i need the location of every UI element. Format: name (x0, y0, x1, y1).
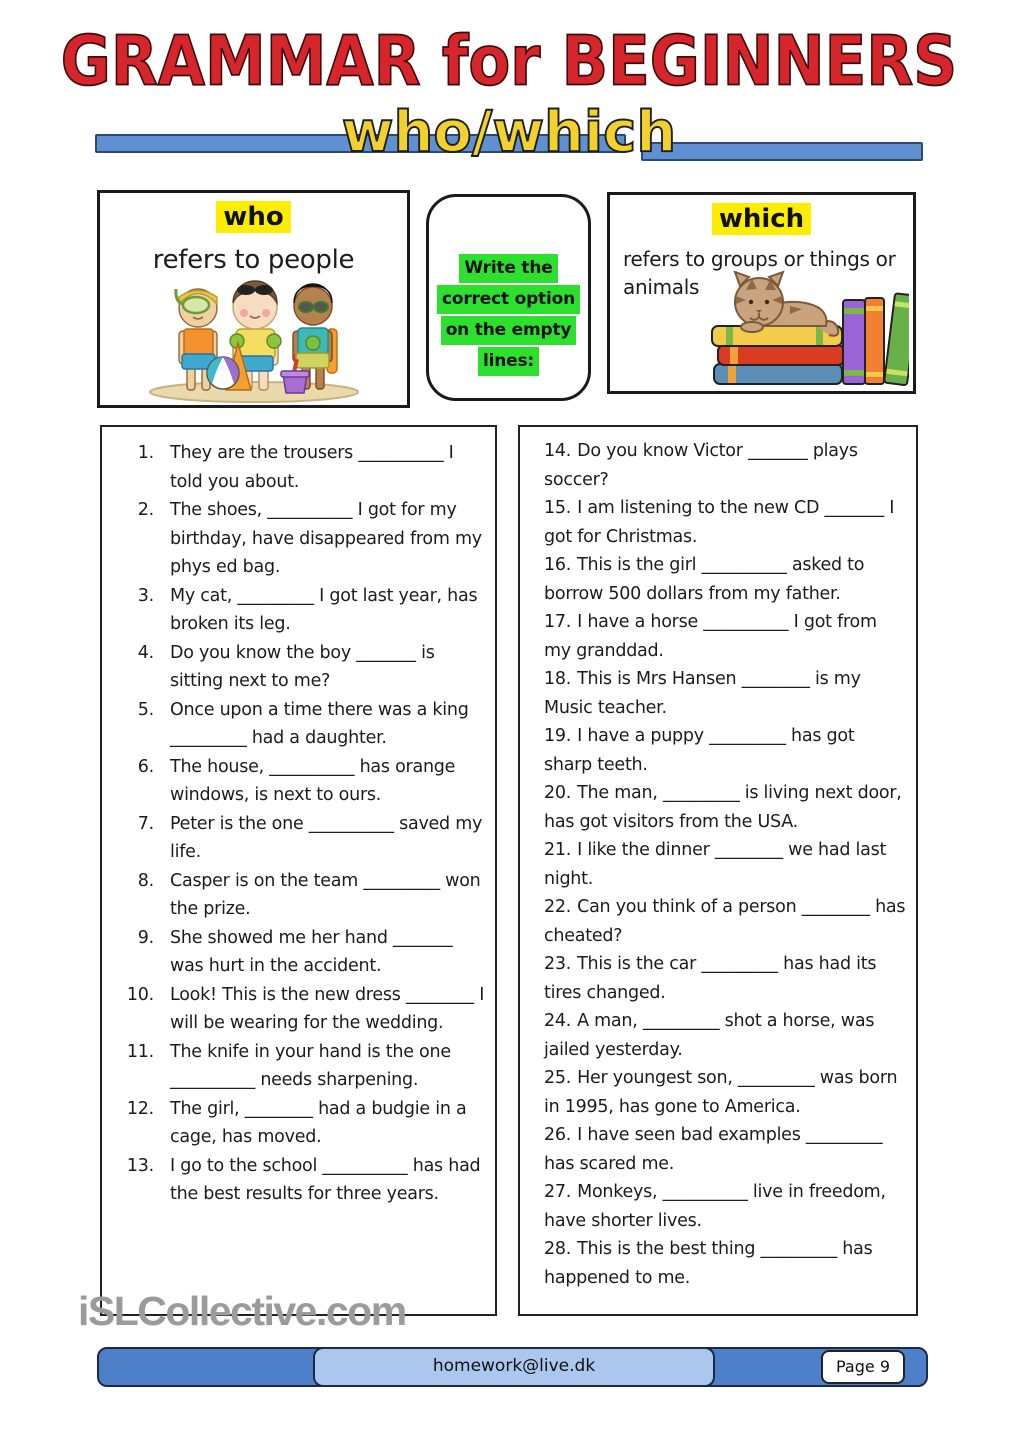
item-text: The man, _________ is living next door, has got visitors from the USA. (544, 783, 902, 832)
item-number: 7. (137, 813, 154, 834)
which-info-box (607, 192, 916, 394)
item-text: This is the car _________ has had its tires changed. (544, 954, 877, 1003)
instruction-line: on the empty (441, 316, 577, 345)
exercise-item (544, 779, 906, 836)
exercise-item (102, 867, 487, 924)
item-number: 6. (137, 756, 154, 777)
instruction-line: lines: (478, 347, 539, 376)
instruction-line: correct option (437, 285, 580, 314)
exercise-item (544, 608, 906, 665)
item-number: 15. (544, 498, 572, 518)
item-number: 13. (126, 1155, 154, 1176)
footer-bar (97, 1347, 928, 1387)
item-number: 3. (137, 585, 154, 606)
exercise-item (544, 1007, 906, 1064)
item-text: This is the best thing _________ has happened to me. (544, 1239, 873, 1288)
exercise-item (544, 437, 906, 494)
item-text: The girl, ________ had a budgie in a cage, has moved. (170, 1098, 467, 1147)
item-number: 22. (544, 897, 572, 917)
exercise-item (102, 981, 487, 1038)
item-number: 26. (544, 1125, 572, 1145)
footer-page-badge: Page 9 (821, 1350, 905, 1384)
item-number: 9. (137, 927, 154, 948)
item-text: This is the girl __________ asked to borrow 500 dollars from my father. (544, 555, 865, 604)
exercise-item (544, 665, 906, 722)
item-number: 1. (137, 443, 154, 463)
item-text: Do you know the boy _______ is sitting next to me? (170, 642, 435, 691)
item-number: 19. (544, 726, 572, 746)
item-text: This is Mrs Hansen ________ is my Music teacher. (544, 669, 861, 718)
instruction-box (426, 194, 591, 401)
item-text: Look! This is the new dress ________ I will be wearing for the wedding. (170, 984, 485, 1033)
exercise-item (544, 722, 906, 779)
instruction-text (429, 253, 588, 377)
item-text: Peter is the one __________ saved my life. (170, 813, 483, 862)
exercise-item (102, 639, 487, 696)
exercise-item (544, 1121, 906, 1178)
exercise-item (102, 696, 487, 753)
who-term-row (100, 201, 407, 233)
item-number: 12. (126, 1098, 154, 1119)
which-description: refers to groups or things or animals (623, 247, 896, 299)
exercise-item (102, 810, 487, 867)
watermark: iSLCollective.com (78, 1288, 406, 1334)
exercise-item (102, 1038, 487, 1095)
cat-books-illustration (704, 266, 909, 388)
item-text: I have a horse __________ I got from my granddad. (544, 612, 877, 661)
item-text: I go to the school __________ has had the best results for three years. (170, 1155, 481, 1204)
item-text: The shoes, __________ I got for my birthday, have disappeared from my phys ed bag. (170, 500, 482, 577)
item-number: 11. (126, 1041, 154, 1062)
item-text: My cat, _________ I got last year, has broken its leg. (170, 585, 478, 634)
item-text: Her youngest son, _________ was born in 1995, has gone to America. (544, 1068, 898, 1117)
exercise-item (102, 1095, 487, 1152)
term-who-highlight: who (216, 201, 290, 233)
who-info-box (97, 190, 410, 408)
which-term-row (610, 203, 913, 235)
item-text: The house, __________ has orange windows, is next to ours. (170, 756, 456, 805)
item-number: 2. (137, 500, 154, 520)
item-number: 14. (544, 441, 572, 461)
item-text: I have seen bad examples _________ has scared me. (544, 1125, 883, 1174)
footer-email: homework@live.dk (313, 1347, 715, 1387)
exercise-item (102, 582, 487, 639)
item-number: 17. (544, 612, 572, 632)
children-beach-illustration (135, 271, 373, 403)
exercise-item (544, 1235, 906, 1292)
exercise-item (102, 1152, 487, 1209)
exercise-item (102, 924, 487, 981)
instruction-line: Write the (459, 254, 557, 283)
item-text: They are the trousers __________ I told you about. (170, 443, 454, 492)
item-text: I have a puppy _________ has got sharp teeth. (544, 726, 855, 775)
exercise-right-box (518, 425, 918, 1316)
item-text: I like the dinner ________ we had last night. (544, 840, 887, 889)
item-text: I am listening to the new CD _______ I got for Christmas. (544, 498, 895, 547)
item-number: 25. (544, 1068, 572, 1088)
item-number: 23. (544, 954, 572, 974)
exercise-item (544, 836, 906, 893)
term-which-highlight: which (712, 203, 811, 235)
item-text: Can you think of a person ________ has cheated? (544, 897, 906, 946)
exercise-item (544, 1178, 906, 1235)
exercise-item (544, 494, 906, 551)
item-text: The knife in your hand is the one __________ needs sharpening. (170, 1041, 451, 1090)
item-number: 8. (137, 870, 154, 891)
exercise-item (544, 950, 906, 1007)
item-text: Monkeys, __________ live in freedom, have shorter lives. (544, 1182, 886, 1231)
exercise-item (102, 753, 487, 810)
item-number: 28. (544, 1239, 572, 1259)
worksheet-title: GRAMMAR for BEGINNERS (60, 22, 958, 102)
item-number: 18. (544, 669, 572, 689)
item-text: Once upon a time there was a king _________ had a daughter. (170, 699, 469, 748)
item-number: 24. (544, 1011, 572, 1031)
item-text: A man, _________ shot a horse, was jailed yesterday. (544, 1011, 875, 1060)
exercise-item (544, 551, 906, 608)
item-number: 20. (544, 783, 572, 803)
item-text: Casper is on the team _________ won the prize. (170, 870, 481, 919)
exercise-item (102, 496, 487, 582)
item-number: 10. (126, 984, 154, 1005)
who-description: refers to people (152, 245, 355, 275)
exercise-left-box (100, 425, 497, 1316)
item-number: 16. (544, 555, 572, 575)
exercise-item (544, 1064, 906, 1121)
item-number: 5. (137, 699, 154, 720)
item-number: 21. (544, 840, 572, 860)
exercise-item (102, 439, 487, 496)
item-text: She showed me her hand _______ was hurt in the accident. (170, 927, 453, 976)
worksheet-subtitle: who/which (341, 100, 677, 165)
item-text: Do you know Victor _______ plays soccer? (544, 441, 858, 490)
item-number: 4. (137, 642, 154, 663)
exercise-item (544, 893, 906, 950)
item-number: 27. (544, 1182, 572, 1202)
